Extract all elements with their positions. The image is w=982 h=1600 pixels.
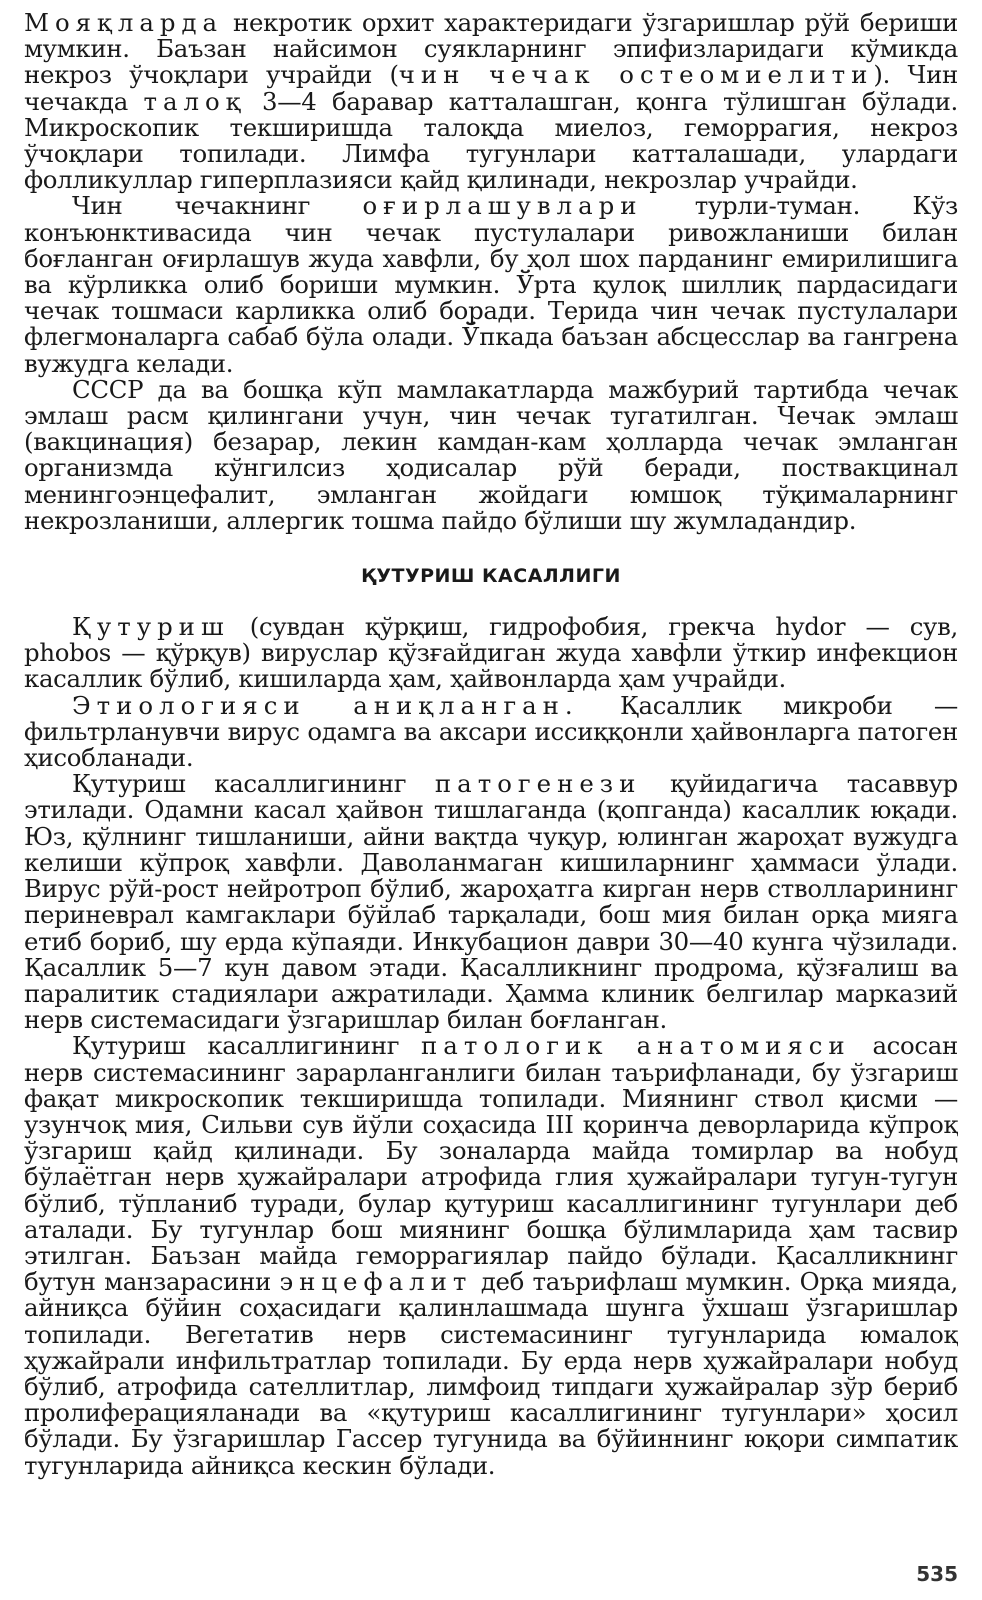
paragraph-text: некротик орхит характеридаги ўзгаришлар рўй бериши мумкин. Баъзан найсимон суякларнинг эпифизларидаги кўмикда некроз ўчоқлари учрайди ( <box>24 10 958 90</box>
paragraph-4 <box>24 614 958 693</box>
paragraph-text: Қасаллик микроби — фильтрланувчи вирус одамга ва аксари иссиққонли ҳайвонларга патоген ҳисобланади. <box>24 690 958 773</box>
paragraph-2 <box>24 193 958 376</box>
paragraph-text: СССР да ва бошқа кўп мамлакатларда мажбурий тартибда чечак эмлаш расм қилингани учун, чин чечак тугатилган. Чечак эмлаш (вакцинация) безарар, лекин камдан-кам ҳолларда чечак эмланган организмда кўнгилсиз ҳодисалар рўй беради, поствакцинал менингоэнцефалит, эмланган жойдаги юмшоқ тўқималарнинг некрозланиши, аллергик тошма пайдо бўлиши шу жумладандир. <box>24 374 958 535</box>
spaced-term: Мояқларда <box>24 10 224 37</box>
spaced-term: чин чечак остеомиелити <box>398 60 874 90</box>
page-number: 535 <box>916 1562 958 1586</box>
paragraph-6 <box>24 771 958 1033</box>
paragraph-text: ). Чин чечакда <box>24 60 958 116</box>
spaced-term: талоқ <box>143 86 247 116</box>
paragraph-text: қуйидагича тасаввур этилади. Одамни касал ҳайвон тишлаганда (қопганда) касаллик юқади. Юз, қўлнинг тишланиши, айни вақтда чуқур, юлинган жароҳат вужудга келиши кўпроқ хавфли. Даволанмаган кишиларнинг ҳаммаси ўлади. Вирус рўй-рост нейротроп бўлиб, жароҳатга кирган нерв стволларининг периневрал камгаклари бўйлаб тарқалади, бош мия билан орқа мияга етиб бориб, шу ерда кўпаяди. Инкубацион даври 30—40 кунга чўзилади. Қасаллик 5—7 кун давом этади. Қасалликнинг продрома, қўзғалиш ва паралитик стадиялари ажратилади. Ҳамма клиник белгилар марказий нерв системасидаги ўзгаришлар билан боғланган. <box>24 769 958 1035</box>
paragraph-text: Чин чечакнинг <box>72 191 363 221</box>
paragraph-7 <box>24 1033 958 1478</box>
spaced-term: Этиологияси аниқланган. <box>72 690 579 720</box>
paragraph-text: деб таърифлаш мумкин. Орқа мияда, айниқса бўйин соҳасидаги қалинлашмада шунга ўхшаш ўзгаришлар топилади. Вегетатив нерв системасининг тугунларида юмалоқ ҳужайрали инфильтратлар топилади. Бу ерда нерв ҳужайралари нобуд бўлиб, атрофида сателлитлар, лимфоид типдаги ҳужайралар зўр бериб пролиферацияланади ва «қутуриш касаллигининг тугунлари» ҳосил бўлади. Бу ўзгаришлар Гассер тугунида ва бўйиннинг юқори симпатик тугунларида айниқса кескин бўлади. <box>24 1267 958 1480</box>
paragraph-text: (сувдан қўрқиш, гидрофобия, грекча hydor — сув, phobos — қўрқув) вируслар қўзғайдиган жуда хавфли ўткир инфекцион касаллик бўлиб, кишиларда ҳам, ҳайвонларда ҳам учрайди. <box>24 612 958 694</box>
paragraph-text: 3—4 баравар катталашган, қонга тўлишган бўлади. Микроскопик текширишда талоқда миелоз, геморрагия, некроз ўчоқлари топилади. Лимфа тугунлари катталашади, улардаги фолликуллар гиперплазияси қайд қилинади, некрозлар учрайди. <box>24 86 958 195</box>
spaced-term: энцефалит <box>279 1267 473 1297</box>
paragraph-3 <box>24 374 958 535</box>
paragraph-5 <box>24 690 958 773</box>
paragraph-1 <box>24 10 958 193</box>
paragraph-text: турли-туман. Кўз конъюнктивасида чин чечак пустулалари ривожланиши билан боғланган оғирлашув жуда хавфли, бу ҳол шох парданинг емирилишига ва кўрликка олиб бориши мумкин. Ўрта қулоқ шиллиқ пардасидаги чечак тошмаси карликка олиб боради. Терида чин чечак пустулалари флегмоналарга сабаб бўла олади. Ўпкада баъзан абсцесслар ва гангрена вужудга келади. <box>24 191 958 378</box>
paragraph-text: Қутуриш касаллигининг <box>72 769 435 799</box>
section-heading: ҚУТУРИШ КАСАЛЛИГИ <box>361 565 621 588</box>
spaced-term: патогенези <box>434 769 642 799</box>
page-body <box>24 10 958 1590</box>
spaced-term: патологик анатомияси <box>421 1031 851 1061</box>
spaced-term: оғирлашувлари <box>362 191 643 221</box>
spaced-term: Қутуриш <box>72 612 230 642</box>
paragraph-text: Қутуриш касаллигининг <box>72 1031 422 1061</box>
paragraph-text: асосан нерв системасининг зарарланганлиги билан таърифланади, бу ўзгариш фақат микроскопик текширишда топилади. Миянинг ствол қисми — узунчоқ мия, Сильви сув йўли соҳасида III қоринча деворларида кўпроқ ўзгариш қайд қилинади. Бу зоналарда майда томирлар ва нобуд бўлаётган нерв ҳужайралари атрофида глия ҳужайралари тугун-тугун бўлиб, тўпланиб туради, булар қутуриш касаллигининг тугунлари деб аталади. Бу тугунлар бош миянинг бошқа бўлимларида ҳам тасвир этилган. Баъзан майда геморрагиялар пайдо бўлади. Қасалликнинг бутун манзарасини <box>24 1031 958 1297</box>
